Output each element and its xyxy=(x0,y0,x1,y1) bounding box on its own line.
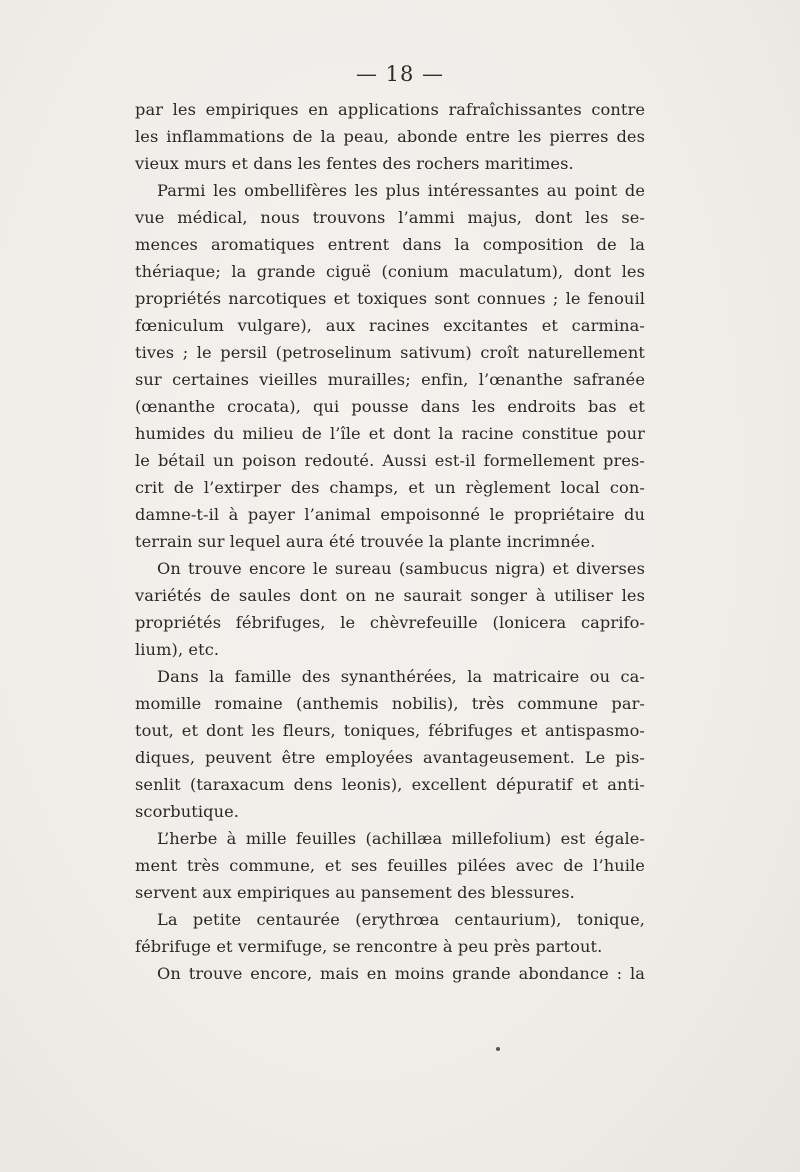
text-line: les inflammations de la peau, abonde entre les pierres des xyxy=(135,127,645,146)
text-line: par les empiriques en applications rafraîchissantes contre xyxy=(135,100,645,119)
text-line: variétés de saules dont on ne saurait songer à utiliser les xyxy=(135,586,645,605)
text-line: ment très commune, et ses feuilles pilées avec de l’huile xyxy=(135,856,645,875)
text-line: (œnanthe crocata), qui pousse dans les endroits bas et xyxy=(135,397,645,416)
text-line: servent aux empiriques au pansement des blessures. xyxy=(135,883,575,902)
text-line: diques, peuvent être employées avantageusement. Le pis- xyxy=(135,748,645,767)
text-line: thériaque; la grande ciguë (conium maculatum), dont les xyxy=(135,262,645,281)
text-line: senlit (taraxacum dens leonis), excellent dépuratif et anti- xyxy=(135,775,645,794)
text-line: Parmi les ombellifères les plus intéressantes au point de xyxy=(157,181,645,200)
text-line: crit de l’extirper des champs, et un règlement local con- xyxy=(135,478,645,497)
text-line: vieux murs et dans les fentes des rochers maritimes. xyxy=(135,154,574,173)
text-line: humides du milieu de l’île et dont la racine constitue pour xyxy=(135,424,645,443)
text-line: damne-t-il à payer l’animal empoisonné le propriétaire du xyxy=(135,505,645,524)
text-line: tives ; le persil (petroselinum sativum) croît naturellement xyxy=(135,343,645,362)
page-number: — 18 — xyxy=(355,62,445,86)
text-line: propriétés fébrifuges, le chèvrefeuille (lonicera caprifo- xyxy=(135,613,645,632)
text-line: terrain sur lequel aura été trouvée la plante incrimnée. xyxy=(135,532,596,551)
body-text xyxy=(135,96,645,987)
text-line: vue médical, nous trouvons l’ammi majus, dont les se- xyxy=(135,208,645,227)
text-line: L’herbe à mille feuilles (achillæa millefolium) est égale- xyxy=(157,829,645,848)
text-line: On trouve encore le sureau (sambucus nigra) et diverses xyxy=(157,559,645,578)
text-line: tout, et dont les fleurs, toniques, fébrifuges et antispasmo- xyxy=(135,721,645,740)
text-line: fœniculum vulgare), aux racines excitantes et carmina- xyxy=(135,316,645,335)
text-line: momille romaine (anthemis nobilis), très commune par- xyxy=(135,694,645,713)
text-line: Dans la famille des synanthérées, la matricaire ou ca- xyxy=(157,667,645,686)
text-line: scorbutique. xyxy=(135,802,240,821)
text-line: On trouve encore, mais en moins grande abondance : la xyxy=(157,964,645,983)
text-line: le bétail un poison redouté. Aussi est-il formellement pres- xyxy=(135,451,645,470)
text-line: La petite centaurée (erythrœa centaurium), tonique, xyxy=(157,910,645,929)
text-line: propriétés narcotiques et toxiques sont connues ; le fenouil xyxy=(135,289,645,308)
text-line: sur certaines vieilles murailles; enfin, l’œnanthe safranée xyxy=(135,370,645,389)
ink-speck xyxy=(496,1047,500,1051)
text-line: mences aromatiques entrent dans la composition de la xyxy=(135,235,645,254)
text-line: fébrifuge et vermifuge, se rencontre à peu près partout. xyxy=(135,937,603,956)
text-line: lium), etc. xyxy=(135,640,220,659)
